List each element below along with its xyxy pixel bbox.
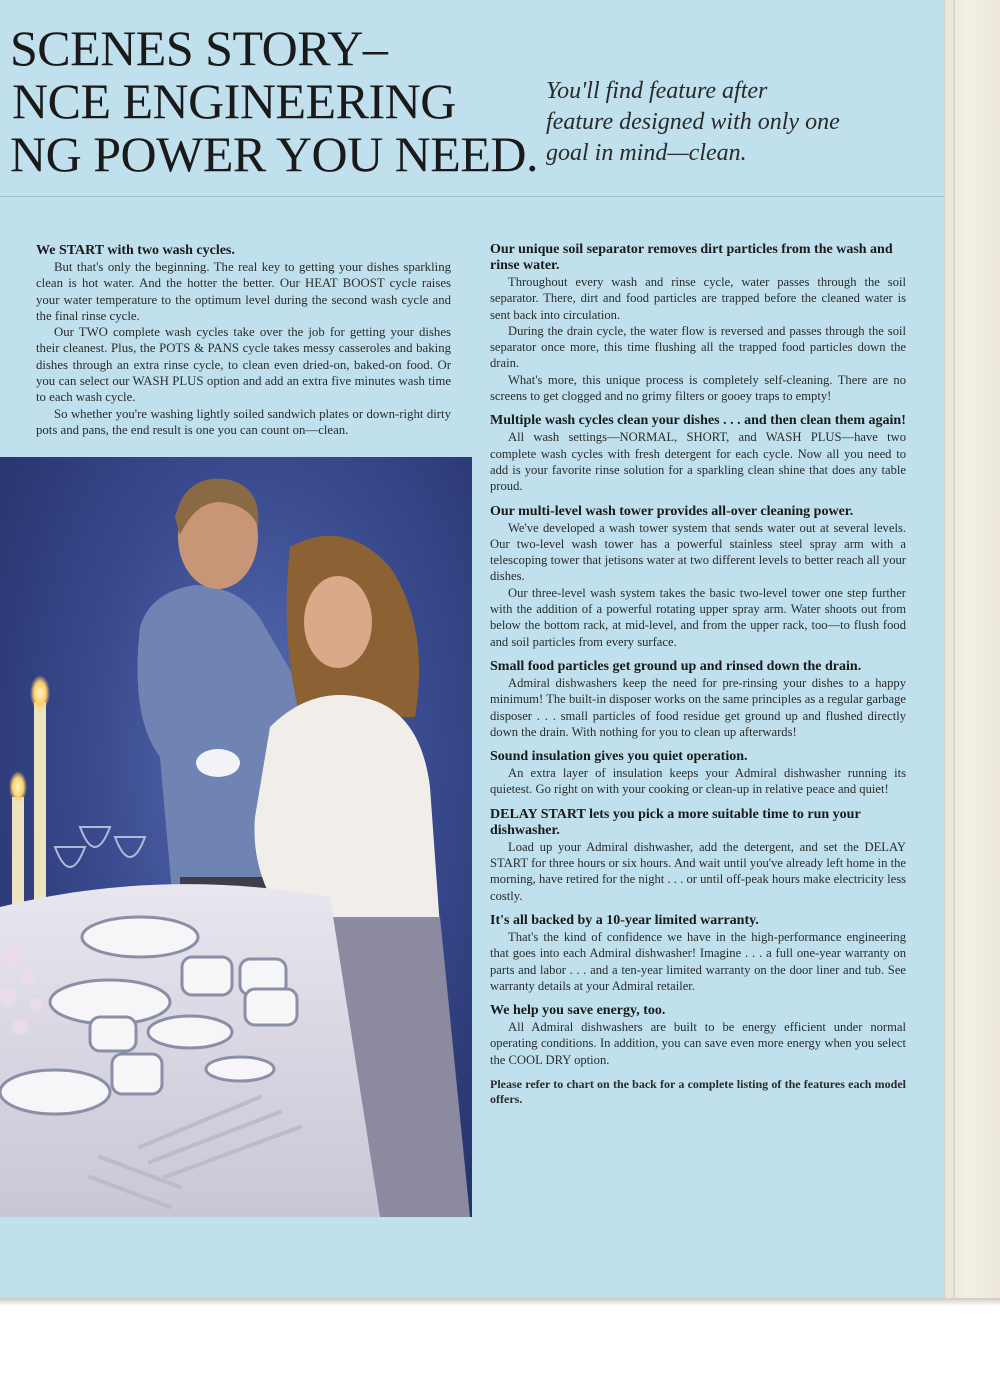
paragraph: Throughout every wash and rinse cycle, water passes through the soil separator. There, dirt and food particles are trapped before the cleaned water is sent back into circulation. — [490, 275, 906, 322]
paragraph: During the drain cycle, the water flow is reversed and passes through the soil separator once more, this time flushing all the trapped food particles down the drain. — [490, 323, 906, 371]
section-heading: It's all backed by a 10-year limited warranty. — [490, 912, 759, 928]
headline-line-2: NCE ENGINEERING — [12, 73, 456, 129]
paragraph: All wash settings—NORMAL, SHORT, and WASH PLUS—have two complete wash cycles with fresh detergent for each cycle. Now all you need to add is your favorite rinse solution for a sparkling clean shine that does any table proud. — [490, 430, 906, 494]
paragraph: Our TWO complete wash cycles take over the job for getting your dishes their cleanest. Plus, the POTS & PANS cycle takes messy casseroles and baking dishes through an extra rinse cycle, to clean even dried-on, baked-on food. Or you can select our WASH PLUS option and add an extra five minutes wash time to each wash cycle. — [36, 325, 451, 405]
section-wash-tower — [490, 504, 906, 650]
paragraph: We've developed a wash tower system that sends water out at several levels. Our two-level wash tower has a powerful stainless steel spray arm with a telescoping tower that jetisons water at two different levels to better reach all your dishes. — [490, 520, 906, 584]
paragraph: Admiral dishwashers keep the need for pre-rinsing your dishes to a happy minimum! The built-in disposer works on the same principles as a regular garbage disposer . . . small particles of food residue get ground up and flushed directly down the drain. With nothing for you to clean up afterwards! — [490, 675, 906, 739]
paragraph: All Admiral dishwashers are built to be energy efficient under normal operating conditions. In addition, you can save even more energy when you select the COOL DRY option. — [490, 1020, 906, 1067]
tagline-line-1: You'll find feature after — [546, 78, 768, 104]
chart-reference-note: Please refer to chart on the back for a complete listing of the features each model offers. — [490, 1076, 906, 1106]
headline-line-3: NG POWER YOU NEED. — [10, 126, 538, 182]
scan-shadow — [0, 1298, 1000, 1306]
section-wash-cycles — [36, 243, 451, 438]
section-warranty — [490, 913, 906, 994]
section-save-energy — [490, 1003, 906, 1068]
left-column — [36, 243, 451, 447]
next-page-edge — [944, 0, 1000, 1298]
paragraph: So whether you're washing lightly soiled sandwich plates or down-right dirty pots and pans, the end result is one you can count on—clean. — [36, 406, 451, 437]
headline — [10, 22, 538, 181]
section-heading: Small food particles get ground up and rinsed down the drain. — [490, 658, 862, 674]
glassware — [55, 827, 145, 867]
section-heading: Our unique soil separator removes dirt particles from the wash and rinse water. — [490, 242, 893, 273]
paragraph: But that's only the beginning. The real key to getting your dishes sparkling clean is hot water. And the hotter the better. Our HEAT BOOST cycle raises your water temperature to the optimum level during the second wash cycle and the final rinse cycle. — [36, 260, 451, 323]
section-food-disposer — [490, 659, 906, 740]
paragraph: That's the kind of confidence we have in the high-performance engineering that goes into each Admiral dishwasher! Imagine . . . a full one-year warranty on parts and labor . . . and a ten-year limited warranty on the door liner and tub. See warranty details at your Admiral retailer. — [490, 929, 906, 993]
couple-with-dinnerware-photo — [0, 457, 472, 1217]
section-delay-start — [490, 807, 906, 904]
paragraph: Our three-level wash system takes the basic two-level tower one step further with the addition of a powerful rotating upper spray arm. Water shoots out from below the bottom rack, at mid-level, and from the upper rack, too—to flush food and soil particles from every surface. — [490, 585, 906, 649]
section-sound-insulation — [490, 749, 906, 798]
section-heading: We START with two wash cycles. — [36, 243, 235, 258]
section-heading: DELAY START lets you pick a more suitable time to run your dishwasher. — [490, 806, 861, 838]
paragraph: Load up your Admiral dishwasher, add the detergent, and set the DELAY START for three hours or six hours. And wait until you've already left home in the morning, have retired for the night . . . or until off-peak hours make electricity less costly. — [490, 839, 906, 903]
tagline-line-3: goal in mind—clean. — [546, 140, 747, 166]
headline-line-1: SCENES STORY– — [10, 20, 388, 76]
tagline — [546, 76, 876, 169]
tagline-line-2: feature designed with only one — [546, 109, 840, 135]
paragraph: An extra layer of insulation keeps your Admiral dishwasher running its quietest. Go right on with your cooking or clean-up in relative peace and quiet! — [490, 766, 906, 797]
right-column — [490, 242, 906, 1107]
section-soil-separator — [490, 242, 906, 404]
section-heading: Our multi-level wash tower provides all-over cleaning power. — [490, 503, 854, 519]
header-divider — [0, 196, 944, 197]
section-heading: Multiple wash cycles clean your dishes . . . and then clean them again! — [490, 413, 906, 429]
section-heading: We help you save energy, too. — [490, 1003, 666, 1019]
section-multiple-wash-cycles — [490, 413, 906, 494]
section-heading: Sound insulation gives you quiet operation. — [490, 749, 748, 765]
paragraph: What's more, this unique process is completely self-cleaning. There are no screens to get clogged and no grimy filters or gooey traps to empty! — [490, 372, 906, 404]
photo-illustration — [0, 457, 472, 1217]
